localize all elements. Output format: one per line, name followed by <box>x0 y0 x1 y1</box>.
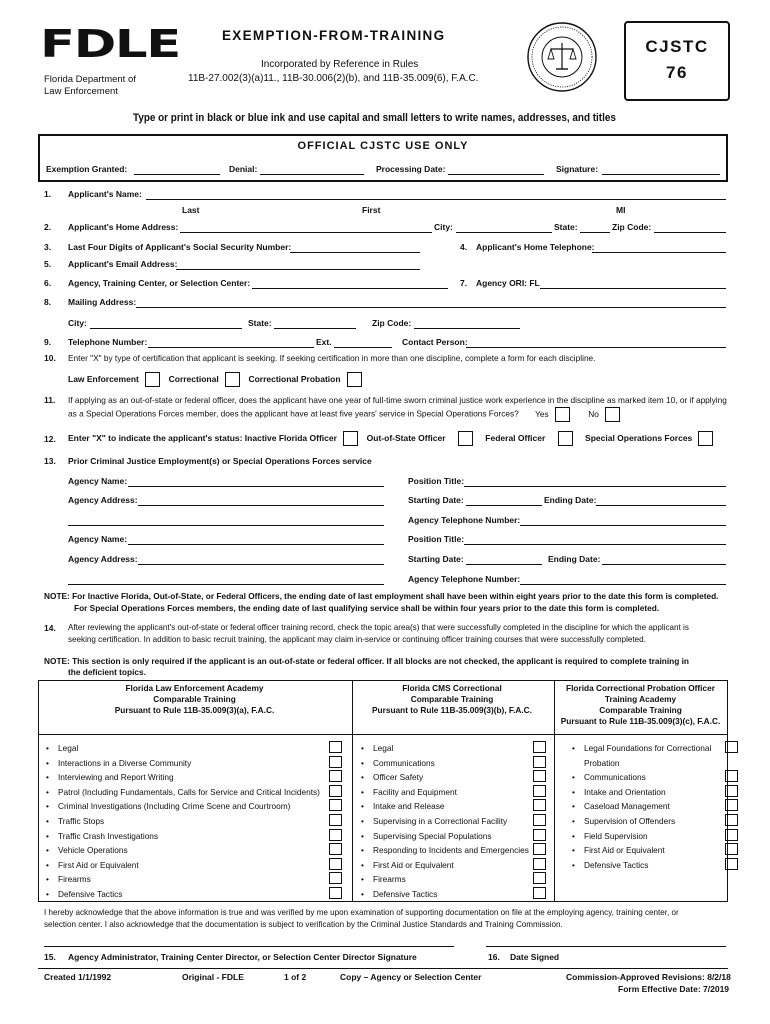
yes-checkbox[interactable] <box>555 407 570 422</box>
list-item: • Interviewing and Report Writing <box>46 770 320 785</box>
checkbox[interactable] <box>329 858 342 870</box>
footer-page: 1 of 2 <box>284 972 307 982</box>
position-title-label-2: Position Title: <box>408 534 465 544</box>
checkbox[interactable] <box>725 741 738 753</box>
processing-date-label: Processing Date: <box>376 164 446 174</box>
checkbox[interactable] <box>329 814 342 826</box>
list-item: • Defensive Tactics <box>46 887 320 902</box>
home-phone-label: Applicant's Home Telephone: <box>476 242 595 252</box>
list-item: • Legal <box>46 741 320 756</box>
agency-phone-field-1[interactable] <box>520 525 726 526</box>
col-2-h1: Florida CMS Correctional <box>402 683 502 693</box>
list-item: • Traffic Crash Investigations <box>46 829 320 844</box>
agency-field[interactable] <box>252 288 448 289</box>
out-of-state-label: Out-of-State Officer <box>366 432 446 443</box>
ending-date-field-1[interactable] <box>596 505 726 506</box>
item-12-number: 12. <box>44 434 56 444</box>
ext-label: Ext. <box>316 337 332 347</box>
list-item: • Supervising Special Populations <box>361 829 529 844</box>
form-title: EXEMPTION-FROM-TRAINING <box>222 28 446 43</box>
cert-instructions: Enter "X" by type of certification that applicant is seeking. If seeking certification in more than one discipline, complete a form for each discipline. <box>68 353 596 363</box>
law-enforcement-label: Law Enforcement <box>68 373 139 384</box>
list-item: • Facility and Equipment <box>361 785 529 800</box>
col-1-h1: Florida Law Enforcement Academy <box>125 683 264 693</box>
law-enforcement-checkbox[interactable] <box>145 372 160 387</box>
fdle-seal-icon <box>526 21 598 93</box>
checkbox[interactable] <box>533 814 546 826</box>
exemption-granted-label: Exemption Granted: <box>46 164 128 174</box>
col-2-h2: Comparable Training <box>410 694 494 704</box>
mailing-field[interactable] <box>136 307 726 308</box>
contact-label: Contact Person: <box>402 337 468 347</box>
checkbox[interactable] <box>725 829 738 841</box>
state-label: State: <box>554 222 578 232</box>
list-item: • Communications <box>361 756 529 771</box>
position-title-field-2[interactable] <box>464 544 726 545</box>
checkbox[interactable] <box>329 799 342 811</box>
agency-address-label-1: Agency Address: <box>68 495 138 505</box>
correctional-probation-label: Correctional Probation <box>248 373 341 384</box>
item-10-number: 10. <box>44 353 56 363</box>
item-2-number: 2. <box>44 222 52 232</box>
federal-label: Federal Officer <box>485 432 546 443</box>
form-code: CJSTC <box>645 37 709 56</box>
checkbox[interactable] <box>533 756 546 768</box>
applicant-name-label: Applicant's Name: <box>68 189 142 199</box>
position-title-label-1: Position Title: <box>408 476 465 486</box>
inactive-florida-checkbox[interactable] <box>343 431 358 446</box>
ending-date-label-1: Ending Date: <box>544 495 597 505</box>
footer-revisions: Commission-Approved Revisions: 8/2/18 <box>566 972 731 982</box>
agency-line-2: Law Enforcement <box>44 86 118 97</box>
checkbox[interactable] <box>329 887 342 899</box>
special-ops-label: Special Operations Forces <box>585 432 693 443</box>
starting-date-label-1: Starting Date: <box>408 495 464 505</box>
agency-name-label-2: Agency Name: <box>68 534 128 544</box>
col-3-h4: Pursuant to Rule 11B-35.009(3)(c), F.A.C. <box>560 716 721 726</box>
list-item: • First Aid or Equivalent <box>361 858 529 873</box>
federal-checkbox[interactable] <box>558 431 573 446</box>
ack-line-2: selection center. I also acknowledge that the documentation is subject to verification by the Criminal Justice Standards and Training Commission. <box>44 920 563 929</box>
checkbox[interactable] <box>725 843 738 855</box>
checkbox[interactable] <box>533 843 546 855</box>
item-1 <box>44 189 142 199</box>
fdle-logo <box>40 22 180 66</box>
agency-line-1: Florida Department of <box>44 74 136 85</box>
agency-name-field-2[interactable] <box>128 544 384 545</box>
mailing-label: Mailing Address: <box>68 297 137 307</box>
checkbox[interactable] <box>533 858 546 870</box>
item-8-number: 8. <box>44 297 52 307</box>
email-field[interactable] <box>176 269 420 270</box>
ori-field[interactable] <box>540 288 726 289</box>
checkbox[interactable] <box>725 770 738 782</box>
checkbox[interactable] <box>533 741 546 753</box>
no-label: No <box>588 408 599 419</box>
status-label: Enter "X" to indicate the applicant's status: Inactive Florida Officer <box>68 432 337 443</box>
first-label: First <box>362 205 381 215</box>
list-item: • Field Supervision <box>572 829 711 844</box>
checkbox[interactable] <box>329 785 342 797</box>
list-item: • Patrol (Including Fundamentals, Calls for Service and Critical Incidents) <box>46 785 320 800</box>
item-11-number: 11. <box>44 395 56 405</box>
position-title-field-1[interactable] <box>464 486 726 487</box>
col-2-h3: Pursuant to Rule 11B-35.009(3)(b), F.A.C. <box>372 705 532 715</box>
official-heading: OFFICIAL CJSTC USE ONLY <box>297 140 469 152</box>
item-14-line-1: After reviewing the applicant's out-of-state or federal officer training record, check the topic area(s) that were successfully completed in the discipline for which the applicant is <box>68 623 689 632</box>
starting-date-field-2[interactable] <box>466 564 542 565</box>
col-1-list <box>46 741 320 902</box>
form-number-box <box>624 21 730 101</box>
list-item: • Legal <box>361 741 529 756</box>
list-item: • Communications <box>572 770 711 785</box>
footer-original: Original - FDLE <box>182 972 244 982</box>
list-item-continuation <box>572 756 711 771</box>
telephone-label: Telephone Number: <box>68 337 148 347</box>
checkbox[interactable] <box>329 770 342 782</box>
checkbox[interactable] <box>533 887 546 899</box>
agency-name-field-1[interactable] <box>128 486 384 487</box>
checkbox[interactable] <box>329 756 342 768</box>
checkbox[interactable] <box>329 829 342 841</box>
state2-label: State: <box>248 318 272 328</box>
item-15-number: 15. <box>44 952 56 962</box>
agency-address-field-2b[interactable] <box>68 584 384 585</box>
home-address-field[interactable] <box>180 232 432 233</box>
checkbox[interactable] <box>725 799 738 811</box>
list-item: • Defensive Tactics <box>361 887 529 902</box>
item-13-number: 13. <box>44 456 56 466</box>
item-14-line-2: seeking certification. In addition to basic recruit training, the applicant may claim in-service or continuing officer training courses that were successfully completed. <box>68 635 646 644</box>
date-signed-field[interactable] <box>486 946 726 947</box>
list-item: • First Aid or Equivalent <box>46 858 320 873</box>
item-5-number: 5. <box>44 259 52 269</box>
date-signed-label: Date Signed <box>510 952 560 962</box>
col-2-header <box>351 683 553 716</box>
official-use-box <box>38 134 728 182</box>
signature-label: Signature: <box>556 164 599 174</box>
agency-label: Agency, Training Center, or Selection Center: <box>68 278 251 288</box>
ext-field[interactable] <box>334 347 392 348</box>
q11-line-1: If applying as an out-of-state or federal officer, does the applicant have one year of full-time sworn criminal justice work experience in the discipline as marked item 10, or if applying <box>68 395 727 405</box>
email-label: Applicant's Email Address: <box>68 259 178 269</box>
telephone-field[interactable] <box>148 347 314 348</box>
last-label: Last <box>182 205 200 215</box>
list-item <box>572 741 711 756</box>
note-2-line-1: NOTE: This section is only required if the applicant is an out-of-state or federal officer. If all blocks are not checked, the applicant is required to complete training in <box>44 656 689 666</box>
correctional-label: Correctional <box>168 373 219 384</box>
list-item: • Interactions in a Diverse Community <box>46 756 320 771</box>
agency-phone-label-1: Agency Telephone Number: <box>408 515 521 525</box>
city2-label: City: <box>68 318 87 328</box>
fdle-logo-text: FDLE <box>40 22 180 66</box>
footer-created: Created 1/1/1992 <box>44 972 112 982</box>
checkbox[interactable] <box>329 741 342 753</box>
zip-field[interactable] <box>654 232 726 233</box>
state2-field[interactable] <box>274 328 356 329</box>
q11-line-2: as a Special Operations Forces member, does the applicant have at least five years' service in Special Operations Forces? <box>68 408 519 419</box>
denial-label: Denial: <box>229 164 258 174</box>
mi-label: MI <box>616 205 626 215</box>
item-14-number: 14. <box>44 623 56 633</box>
col-3-h3: Comparable Training <box>599 705 682 715</box>
agency-phone-field-2[interactable] <box>520 584 726 585</box>
list-item: • Criminal Investigations (Including Crime Scene and Courtroom) <box>46 799 320 814</box>
list-item: • Vehicle Operations <box>46 843 320 858</box>
prior-employment-label: Prior Criminal Justice Employment(s) or Special Operations Forces service <box>68 456 372 466</box>
starting-date-label-2: Starting Date: <box>408 554 464 564</box>
item-number: 1. <box>44 189 52 199</box>
agency-name <box>44 74 136 98</box>
list-item: • Firearms <box>361 872 529 887</box>
no-checkbox[interactable] <box>605 407 620 422</box>
col-2-list <box>361 741 529 902</box>
list-item: • Responding to Incidents and Emergencies <box>361 843 529 858</box>
rules-text: 11B-27.002(3)(a)11., 11B-30.006(2)(b), and 11B-35.009(6), F.A.C. <box>188 73 479 84</box>
note-1-line-1: NOTE: For Inactive Florida, Out-of-State, or Federal Officers, the ending date of last employment shall have been within eight years prior to the date this form is completed. <box>44 591 719 601</box>
footer-effective: Form Effective Date: 7/2019 <box>618 984 730 994</box>
checkbox[interactable] <box>725 785 738 797</box>
item-9-number: 9. <box>44 337 52 347</box>
col-3-h1: Florida Correctional Probation Officer <box>566 683 715 693</box>
signature-15-label: Agency Administrator, Training Center Director, or Selection Center Director Signature <box>68 952 417 962</box>
form-number: 76 <box>666 63 688 82</box>
checkbox[interactable] <box>329 872 342 884</box>
state-field[interactable] <box>580 232 610 233</box>
special-ops-checkbox[interactable] <box>698 431 713 446</box>
checkbox[interactable] <box>725 814 738 826</box>
ssn-label: Last Four Digits of Applicant's Social Security Number: <box>68 242 292 252</box>
ssn-field[interactable] <box>290 252 420 253</box>
list-item: • Intake and Orientation <box>572 785 711 800</box>
correctional-probation-checkbox[interactable] <box>347 372 362 387</box>
out-of-state-checkbox[interactable] <box>458 431 473 446</box>
home-phone-field[interactable] <box>592 252 726 253</box>
zip2-field[interactable] <box>414 328 520 329</box>
item-16-number: 16. <box>488 952 500 962</box>
list-item: • Supervising in a Correctional Facility <box>361 814 529 829</box>
col-3-h2: Training Academy <box>604 694 677 704</box>
zip-label: Zip Code: <box>612 222 652 232</box>
list-item: • Officer Safety <box>361 770 529 785</box>
note-1-line-2: For Special Operations Forces members, the ending date of last qualifying service shall be within four years prior to the date this form is completed. <box>74 603 660 613</box>
checkbox[interactable] <box>533 829 546 841</box>
item-7-number: 7. <box>460 278 468 288</box>
checkbox[interactable] <box>533 770 546 782</box>
agency-name-label-1: Agency Name: <box>68 476 128 486</box>
col-3-header <box>553 683 728 727</box>
ori-label: Agency ORI: FL <box>476 278 540 288</box>
home-address-label: Applicant's Home Address: <box>68 222 179 232</box>
contact-field[interactable] <box>466 347 726 348</box>
starting-date-field-1[interactable] <box>466 505 542 506</box>
ending-date-label-2: Ending Date: <box>548 554 601 564</box>
signature-field[interactable] <box>44 946 454 947</box>
col-1-header <box>38 683 351 716</box>
zip2-label: Zip Code: <box>372 318 412 328</box>
instruction-text: Type or print in black or blue ink and use capital and small letters to write names, addresses, and titles <box>133 112 616 124</box>
ack-line-1: I hereby acknowledge that the above information is true and was verified by me upon examination of supporting documentation on file at the employing agency, training center, or <box>44 908 679 917</box>
agency-phone-label-2: Agency Telephone Number: <box>408 574 521 584</box>
checkbox[interactable] <box>533 872 546 884</box>
list-item: • Intake and Release <box>361 799 529 814</box>
item-6-number: 6. <box>44 278 52 288</box>
list-item: • Traffic Stops <box>46 814 320 829</box>
list-item: • Defensive Tactics <box>572 858 711 873</box>
agency-address-field-2[interactable] <box>138 564 384 565</box>
city-field[interactable] <box>456 232 552 233</box>
checkbox[interactable] <box>329 843 342 855</box>
col-1-h3: Pursuant to Rule 11B-35.009(3)(a), F.A.C. <box>114 705 275 715</box>
col-1-h2: Comparable Training <box>153 694 236 704</box>
city2-field[interactable] <box>90 328 242 329</box>
yes-label: Yes <box>535 408 549 419</box>
list-item: • Supervision of Offenders <box>572 814 711 829</box>
agency-address-label-2: Agency Address: <box>68 554 138 564</box>
footer-copy: Copy – Agency or Selection Center <box>340 972 482 982</box>
item-3-number: 3. <box>44 242 52 252</box>
note-2-line-2: the deficient topics. <box>68 667 146 677</box>
checkbox[interactable] <box>725 858 738 870</box>
list-item: • Caseload Management <box>572 799 711 814</box>
agency-address-field-1b[interactable] <box>68 525 384 526</box>
incorporated-text: Incorporated by Reference in Rules <box>261 59 419 70</box>
list-item: • Firearms <box>46 872 320 887</box>
agency-address-field-1[interactable] <box>138 505 384 506</box>
item-4-number: 4. <box>460 242 468 252</box>
list-item-text: Probation <box>584 757 620 768</box>
city-label: City: <box>434 222 453 232</box>
checkbox[interactable] <box>533 785 546 797</box>
correctional-checkbox[interactable] <box>225 372 240 387</box>
checkbox[interactable] <box>533 799 546 811</box>
list-item-text: Legal Foundations for Correctional <box>584 743 712 753</box>
list-item: • First Aid or Equivalent <box>572 843 711 858</box>
col-3-list <box>572 741 711 872</box>
ending-date-field-2[interactable] <box>602 564 726 565</box>
applicant-name-field[interactable] <box>146 199 726 200</box>
